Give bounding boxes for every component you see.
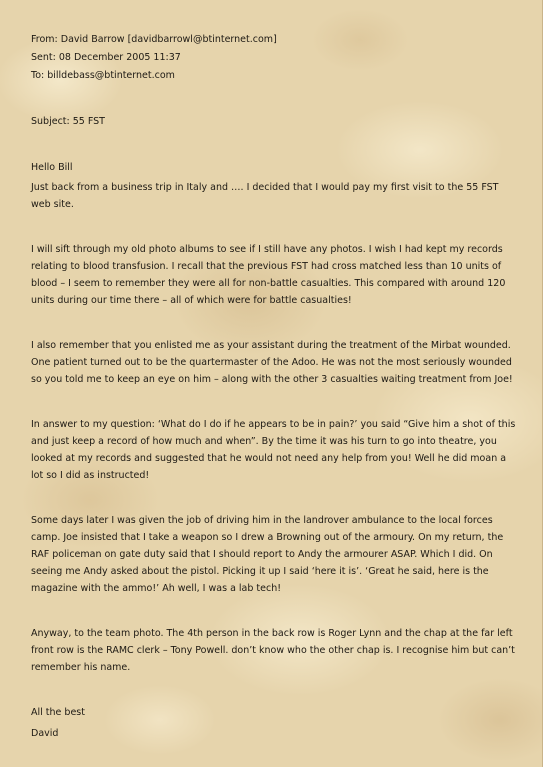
paragraph-pain-question: In answer to my question: ‘What do I do if he appears to be in pain?’ you said “Give him a shot of this and just keep a record of how much and when”. By the time it was his turn to go into theatre, you looked at my records and suggested that he would not need any help from you! Well he did moan a lot so I did as instructed! — [31, 419, 516, 481]
sent-line: Sent: 08 December 2005 11:37 — [31, 52, 181, 63]
email-content — [31, 31, 521, 742]
paragraph-landrover: Some days later I was given the job of driving him in the landrover ambulance to the local forces camp. Joe insisted that I take a weapon so I drew a Browning out of the armoury. On my return, the RAF policeman on gate duty said that I should report to Andy the armourer ASAP. Which I did. On seeing me Andy asked about the pistol. Picking it up I said ‘here it is’. ‘Great he said, here is the magazine with the ammo!’ Ah well, I was a lab tech! — [31, 515, 504, 594]
paragraph-team-photo: Anyway, to the team photo. The 4th person in the back row is Roger Lynn and the chap at the far left front row is the RAMC clerk – Tony Powell. don’t know who the other chap is. I recognise him but can’t remember his name. — [31, 628, 515, 673]
closing: All the best — [31, 707, 85, 718]
greeting: Hello Bill — [31, 162, 73, 173]
paragraph-blood-transfusion: I will sift through my old photo albums to see if I still have any photos. I wish I had kept my records relating to blood transfusion. I recall that the previous FST had cross matched less than 10 units of blood – I seem to remember they were all for non-battle casualties. This compared with around 120 units during our time there – all of which were for battle casualties! — [31, 244, 506, 306]
to-line: To: billdebass@btinternet.com — [31, 70, 175, 81]
signature: David — [31, 728, 59, 739]
subject-line: Subject: 55 FST — [31, 116, 105, 127]
paragraph-mirbat-wounded: I also remember that you enlisted me as your assistant during the treatment of the Mirbat wounded. One patient turned out to be the quartermaster of the Adoo. He was not the most seriously wounded so you told me to keep an eye on him – along with the other 3 casualties waiting treatment from Joe! — [31, 340, 513, 385]
paragraph-intro: Just back from a business trip in Italy and …. I decided that I would pay my first visit to the 55 FST web site. — [31, 182, 499, 210]
from-line: From: David Barrow [davidbarrowl@btinternet.com] — [31, 34, 277, 45]
